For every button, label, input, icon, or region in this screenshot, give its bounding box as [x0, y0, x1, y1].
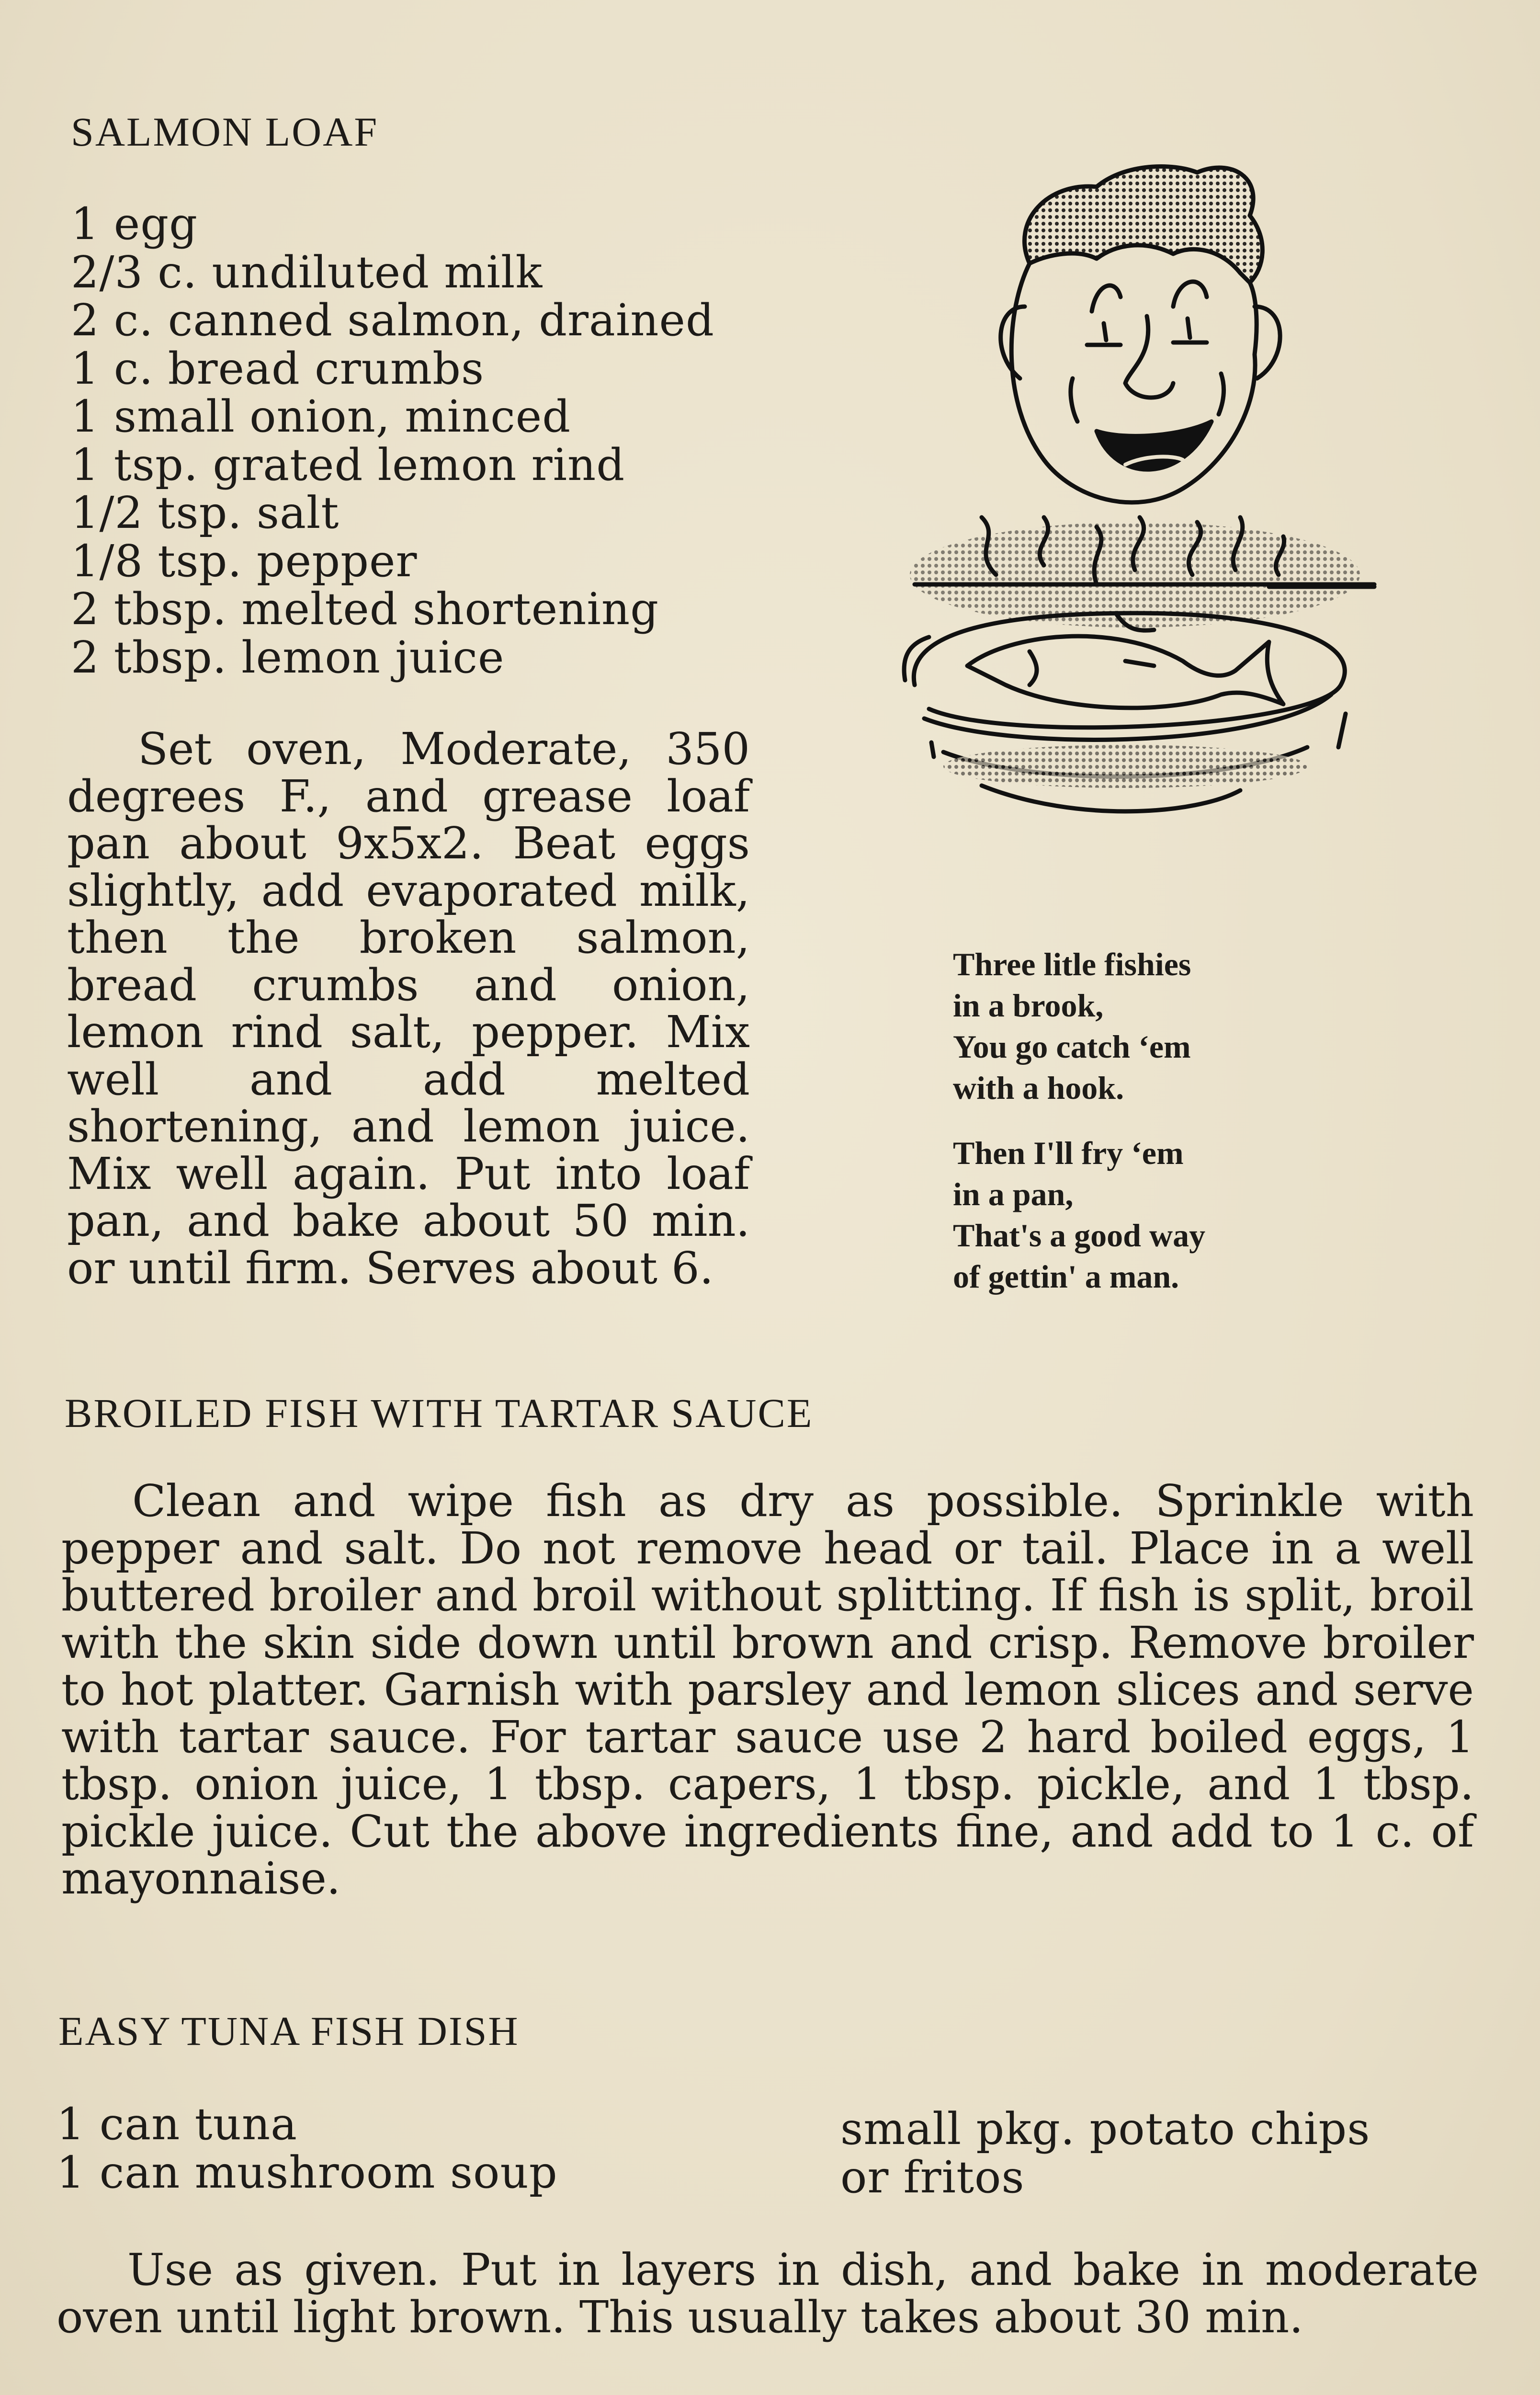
smiling-man-with-fish-pan-icon: [886, 153, 1389, 881]
ingredient-line: small pkg. potato chips: [840, 2103, 1370, 2155]
easy-tuna-directions: Use as given. Put in layers in dish, and bake in moderate oven until light brown. This usually takes about 30 min.: [57, 2244, 1479, 2343]
salmon-loaf-ingredients: [71, 200, 789, 682]
ingredient-line: 2/3 c. undiluted milk: [71, 246, 543, 298]
poem: [953, 944, 1205, 1321]
ingredient-line: 1/8 tsp. pepper: [71, 535, 418, 587]
ingredient-line: 2 tbsp. lemon juice: [71, 631, 505, 683]
easy-tuna-ingredients-left: [57, 2100, 558, 2197]
ingredient-line: 2 tbsp. melted shortening: [71, 583, 659, 635]
ingredient-line: 1 can tuna: [57, 2098, 297, 2150]
ingredient-line: 1 egg: [71, 198, 198, 250]
poem-line: of gettin' a man.: [953, 1258, 1179, 1295]
poem-line: Then I'll fry ‘em: [953, 1135, 1184, 1171]
poem-line: You go catch ‘em: [953, 1028, 1191, 1065]
poem-line: in a pan,: [953, 1176, 1074, 1212]
easy-tuna-ingredients-right: [840, 2105, 1370, 2201]
easy-tuna-title: EASY TUNA FISH DISH: [58, 2008, 520, 2054]
poem-stanza: [953, 1132, 1205, 1297]
poem-line: That's a good way: [953, 1217, 1206, 1254]
ingredient-line: 1 c. bread crumbs: [71, 342, 485, 394]
ingredient-line: 1 small onion, minced: [71, 391, 571, 442]
broiled-fish-title: BROILED FISH WITH TARTAR SAUCE: [65, 1390, 814, 1436]
broiled-fish-directions: Clean and wipe fish as dry as possible. Sprinkle with pepper and salt. Do not remove head or tail. Place in a well buttered broiler and broil without splitting. If fish is split, broil with the skin side down until brown and crisp. Remove broiler to hot platter. Garnish with parsley and lemon slices and serve with tartar sauce. For tartar sauce use 2 hard boiled eggs, 1 tbsp. onion juice, 1 tbsp. capers, 1 tbsp. pickle, and 1 tbsp. pickle juice. Cut the above ingredients fine, and add to 1 c. of mayonnaise.: [61, 1475, 1474, 1904]
ingredient-line: 2 c. canned salmon, drained: [71, 295, 714, 346]
ingredient-line: 1/2 tsp. salt: [71, 487, 340, 538]
poem-line: with a hook.: [953, 1070, 1124, 1106]
poem-stanza: [953, 944, 1205, 1108]
poem-line: in a brook,: [953, 987, 1104, 1024]
ingredient-line: 1 can mushroom soup: [57, 2146, 558, 2198]
poem-line: Three litle fishies: [953, 946, 1191, 982]
ingredient-line: or fritos: [840, 2151, 1025, 2203]
salmon-loaf-directions: Set oven, Moderate, 350 degrees F., and grease loaf pan about 9x5x2. Beat eggs slightly, add evaporated milk, then the broken salmon, bread crumbs and onion, lemon rind salt, pepper. Mix well and add melted shortening, and lemon juice. Mix well again. Put into loaf pan, and bake about 50 min. or until firm. Serves about 6.: [67, 723, 750, 1294]
ingredient-line: 1 tsp. grated lemon rind: [71, 439, 625, 490]
salmon-loaf-title: SALMON LOAF: [71, 109, 379, 155]
